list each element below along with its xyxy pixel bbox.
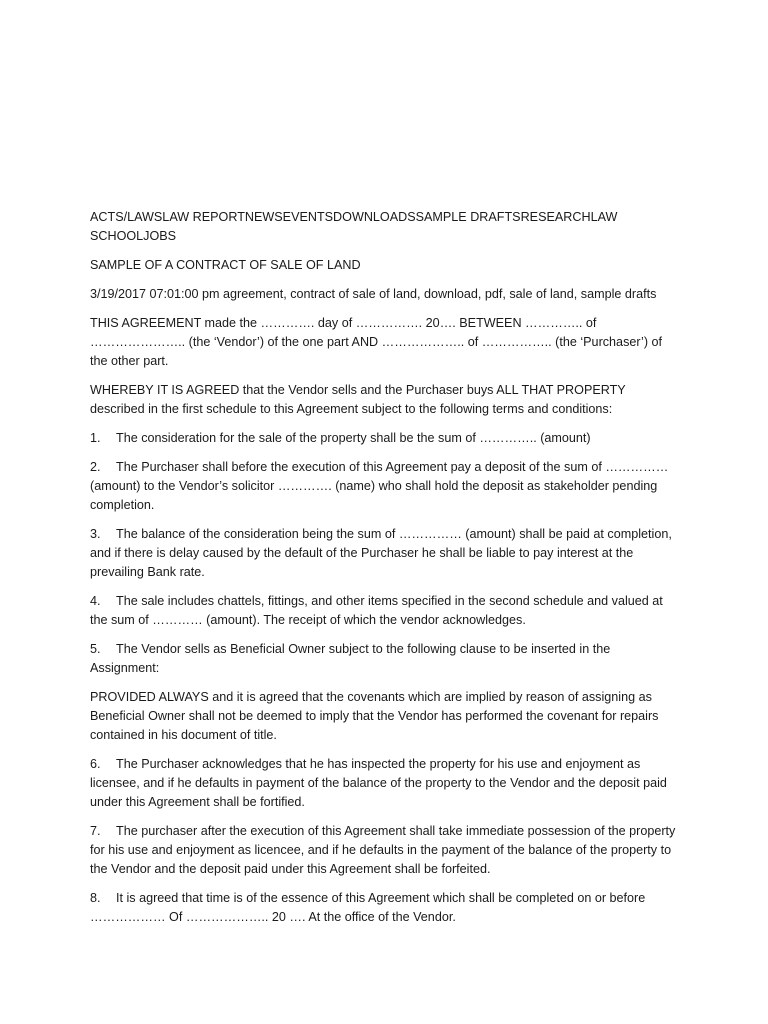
clause-5 [90, 640, 680, 678]
clause-text: The purchaser after the execution of this Agreement shall take immediate possession of the property for his use and enjoyment as licencee, and if he defaults in the payment of the balance of the property to the Vendor and the deposit paid under this Agreement shall be forfeited. [90, 824, 676, 876]
clause-number: 5. [90, 642, 101, 656]
nav-line: ACTS/LAWSLAW REPORTNEWSEVENTSDOWNLOADSSAMPLE DRAFTSRESEARCHLAW SCHOOLJOBS [90, 210, 618, 243]
clause-number: 6. [90, 757, 101, 771]
clause-text: The sale includes chattels, fittings, and other items specified in the second schedule and valued at the sum of ………… (amount). The receipt of which the vendor acknowledges. [90, 594, 663, 627]
clause-3 [90, 525, 680, 582]
clause-number: 1. [90, 431, 101, 445]
clause-text: The Purchaser shall before the execution of this Agreement pay a deposit of the sum of …………… (amount) to the Vendor’s solicitor …………. (name) who shall hold the deposit as stakeholder pending completion. [90, 460, 669, 512]
clause-text: The Purchaser acknowledges that he has inspected the property for his use and enjoyment as licensee, and if he defaults in payment of the balance of the property to the Vendor and the deposit paid under this Agreement shall be fortified. [90, 757, 667, 809]
whereby-paragraph: WHEREBY IT IS AGREED that the Vendor sells and the Purchaser buys ALL THAT PROPERTY described in the first schedule to this Agreement subject to the following terms and conditions: [90, 383, 626, 416]
document-page [90, 208, 680, 937]
provided-paragraph: PROVIDED ALWAYS and it is agreed that the covenants which are implied by reason of assigning as Beneficial Owner shall not be deemed to imply that the Vendor has performed the covenant for repairs contained in his document of title. [90, 690, 659, 742]
clause-7 [90, 822, 680, 879]
clause-2 [90, 458, 680, 515]
document-title: SAMPLE OF A CONTRACT OF SALE OF LAND [90, 258, 361, 272]
clause-8 [90, 889, 680, 927]
clause-text: The consideration for the sale of the property shall be the sum of ………….. (amount) [116, 431, 591, 445]
clause-6 [90, 755, 680, 812]
clause-number: 4. [90, 594, 101, 608]
clause-text: The balance of the consideration being the sum of …………… (amount) shall be paid at completion, and if there is delay caused by the default of the Purchaser he shall be liable to pay interest at the prevailing Bank rate. [90, 527, 672, 579]
intro-paragraph: THIS AGREEMENT made the …………. day of ……………. 20…. BETWEEN ………….. of ………………….. (the ‘Vendor’) of the one part AND ……………….. of …………….. (the ‘Purchaser’) of the other part. [90, 316, 663, 368]
clause-text: The Vendor sells as Beneficial Owner subject to the following clause to be inserted in the Assignment: [90, 642, 611, 675]
clause-text: It is agreed that time is of the essence of this Agreement which shall be completed on or before ……………… Of ……………….. 20 …. At the office of the Vendor. [90, 891, 646, 924]
clause-number: 7. [90, 824, 101, 838]
clause-number: 2. [90, 460, 101, 474]
clause-4 [90, 592, 680, 630]
clause-1 [90, 429, 680, 448]
clause-number: 3. [90, 527, 101, 541]
clause-number: 8. [90, 891, 101, 905]
meta-line: 3/19/2017 07:01:00 pm agreement, contract of sale of land, download, pdf, sale of land, sample drafts [90, 287, 657, 301]
